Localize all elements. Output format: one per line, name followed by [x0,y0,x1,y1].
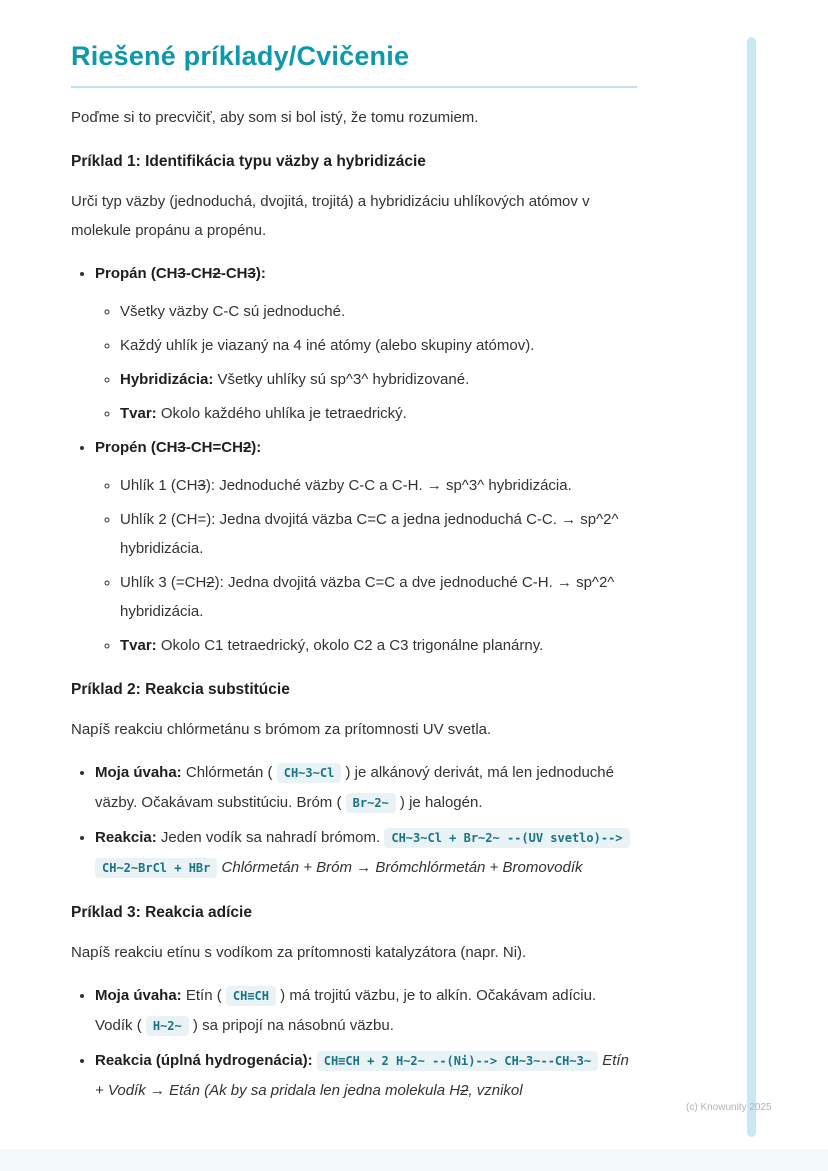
list-item: ◦ Každý uhlík je viazaný na 4 iné atómy (alebo skupiny atómov). [120,331,637,360]
example-1-task: Urči typ väzby (jednoduchá, dvojitá, trojitá) a hybridizáciu uhlíkových atómov v molekule propánu a propénu. [71,193,590,239]
list-item: • Reakcia (úplná hydrogenácia): CH≡CH + 2 H~2~ --(Ni)--> CH~3~--CH~3~ Etín + Vodík → Etán (Ak by sa pridala len jedna molekula H2, vznikol [95,1046,637,1105]
example-2-heading: Príklad 2: Reakcia substitúcie [71,681,290,698]
list-item: ◦ Hybridizácia: Všetky uhlíky sú sp^3^ hybridizované. [120,365,637,394]
example-1-list [71,259,637,660]
example-1-heading: Príklad 1: Identifikácia typu väzby a hybridizácie [71,153,426,170]
example-3-list [71,981,637,1105]
list-item: ◦ Tvar: Okolo C1 tetraedrický, okolo C2 a C3 trigonálne planárny. [120,631,637,660]
list-item-propan [95,259,637,428]
example-3-heading: Príklad 3: Reakcia adície [71,904,252,921]
list-item-propen [95,433,637,660]
list-item: • Moja úvaha: Etín ( CH≡CH ) má trojitú väzbu, je to alkín. Očakávam adíciu. Vodík ( H~2~ ) sa pripojí na násobnú väzbu. [95,981,637,1041]
page-edge-accent-bar [747,37,756,1137]
list-item: ◦ Uhlík 3 (=CH2): Jedna dvojitá väzba C=C a dve jednoduché C-H. → sp^2^ hybridizácia. [120,568,637,626]
title-divider [71,86,637,88]
propan-sublist [95,297,637,428]
list-item: • Moja úvaha: Chlórmetán ( CH~3~Cl ) je alkánový derivát, má len jednoduché väzby. Očakávam substitúciu. Bróm ( Br~2~ ) je halogén. [95,758,637,818]
example-2-task: Napíš reakciu chlórmetánu s brómom za prítomnosti UV svetla. [71,721,492,738]
document-content [71,40,637,1110]
list-item: ◦ Tvar: Okolo každého uhlíka je tetraedrický. [120,399,637,428]
list-item: ◦ Uhlík 2 (CH=): Jedna dvojitá väzba C=C a jedna jednoduchá C-C. → sp^2^ hybridizácia. [120,505,637,563]
page-bottom-background [0,1149,828,1171]
list-item: • Reakcia: Jeden vodík sa nahradí brómom. CH~3~Cl + Br~2~ --(UV svetlo)--> CH~2~BrCl + HBr Chlórmetán + Bróm → Brómchlórmetán + Bromovodík [95,823,637,883]
example-2-list [71,758,637,883]
intro-paragraph: Poďme si to precvičiť, aby som si bol istý, že tomu rozumiem. [71,109,479,126]
example-3-task: Napíš reakciu etínu s vodíkom za prítomnosti katalyzátora (napr. Ni). [71,944,527,961]
list-item: ◦ Uhlík 1 (CH3): Jednoduché väzby C-C a C-H. → sp^3^ hybridizácia. [120,471,637,500]
propen-label: Propén (CH3-CH=CH2): [95,439,262,456]
page-title: Riešené príklady/Cvičenie [71,41,410,71]
list-item: ◦ Všetky väzby C-C sú jednoduché. [120,297,637,326]
propen-sublist [95,471,637,660]
propan-label: Propán (CH3-CH2-CH3): [95,265,266,282]
copyright-watermark: (c) Knowunity 2025 [686,1102,772,1113]
